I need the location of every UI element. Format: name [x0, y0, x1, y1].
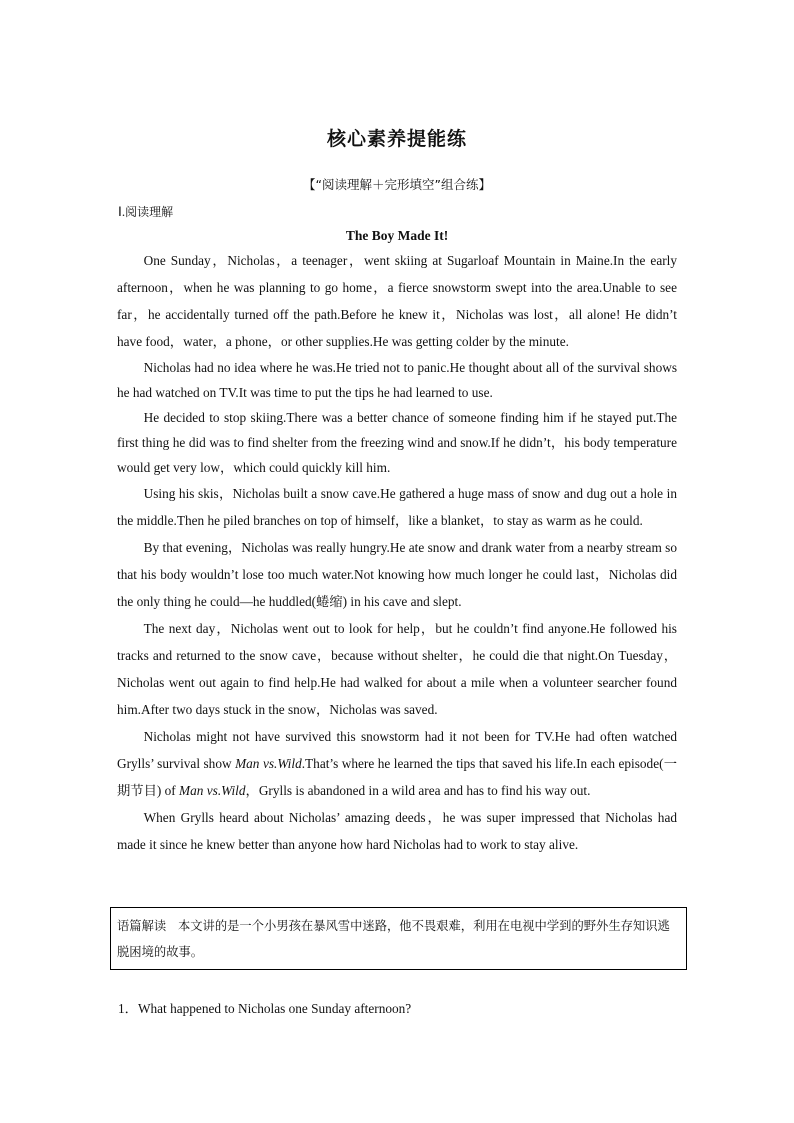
summary-label: 语篇解读 — [117, 919, 167, 933]
question-1 — [118, 998, 411, 1017]
story-title: The Boy Made It! — [345, 228, 449, 243]
page-subtitle: 【“阅读理解＋完形填空”组合练】 — [303, 177, 491, 192]
paragraph: Nicholas had no idea where he was.He tried not to panic.He thought about all of the survival shows he had watched on TV.It was time to put the tips he had learned to use. — [117, 360, 677, 400]
page-title: 核心素养提能练 — [326, 128, 467, 150]
paragraph-text: ，Grylls is abandoned in a wild area and has to find his way out. — [245, 783, 591, 798]
paragraph: The next day，Nicholas went out to look for help，but he couldn’t find anyone.He followed his tracks and returned to the snow cave，because without shelter，he could die that night.On Tuesday，Nicholas went out again to find help.He had walked for about a mile when a volunteer searcher found him.After two days stuck in the snow，Nicholas was saved. — [117, 621, 677, 717]
section-numeral: Ⅰ. — [118, 204, 126, 219]
section-label: 阅读理解 — [125, 205, 174, 219]
section-heading — [118, 203, 173, 220]
paragraph: He decided to stop skiing.There was a better chance of someone finding him if he stayed put.The first thing he did was to find shelter from the freezing wind and snow.If he didn’t，his body temperature would get very low，which could quickly kill him. — [117, 410, 677, 475]
paragraph-text: .That’s where he learned the tips that saved his life.In each episode(一期节目) of — [117, 756, 678, 798]
paragraph-text: Nicholas might not have survived this snowstorm had it not been for TV.He had often watched Grylls’ survival show — [117, 729, 677, 771]
paragraph: When Grylls heard about Nicholas’ amazing deeds，he was super impressed that Nicholas had made it since he knew better than anyone how hard Nicholas had to work to stay alive. — [117, 810, 677, 852]
question-text: What happened to Nicholas one Sunday afternoon? — [137, 1001, 412, 1016]
story-body — [117, 247, 677, 858]
question-number: 1． — [118, 1001, 138, 1016]
summary-box — [110, 907, 687, 970]
show-title: Man vs.Wild — [235, 756, 302, 771]
paragraph: Using his skis，Nicholas built a snow cave.He gathered a huge mass of snow and dug out a hole in the middle.Then he piled branches on top of himself，like a blanket，to stay as warm as he could. — [117, 486, 677, 528]
show-title: Man vs.Wild — [179, 783, 246, 798]
summary-text: 本文讲的是一个小男孩在暴风雪中迷路，他不畏艰难，利用在电视中学到的野外生存知识逃脱困境的故事。 — [117, 919, 670, 959]
paragraph — [117, 723, 677, 804]
paragraph: One Sunday，Nicholas，a teenager，went skiing at Sugarloaf Mountain in Maine.In the early afternoon，when he was planning to go home，a fierce snowstorm swept into the area.Unable to see far，he accidentally turned off the path.Before he knew it，Nicholas was lost，all alone! He didn’t have food，water，a phone，or other supplies.He was getting colder by the minute. — [117, 253, 677, 349]
paragraph: By that evening，Nicholas was really hungry.He ate snow and drank water from a nearby stream so that his body wouldn’t lose too much water.Not knowing how much longer he could last，Nicholas did the only thing he could—he huddled(蜷缩) in his cave and slept. — [117, 540, 677, 609]
